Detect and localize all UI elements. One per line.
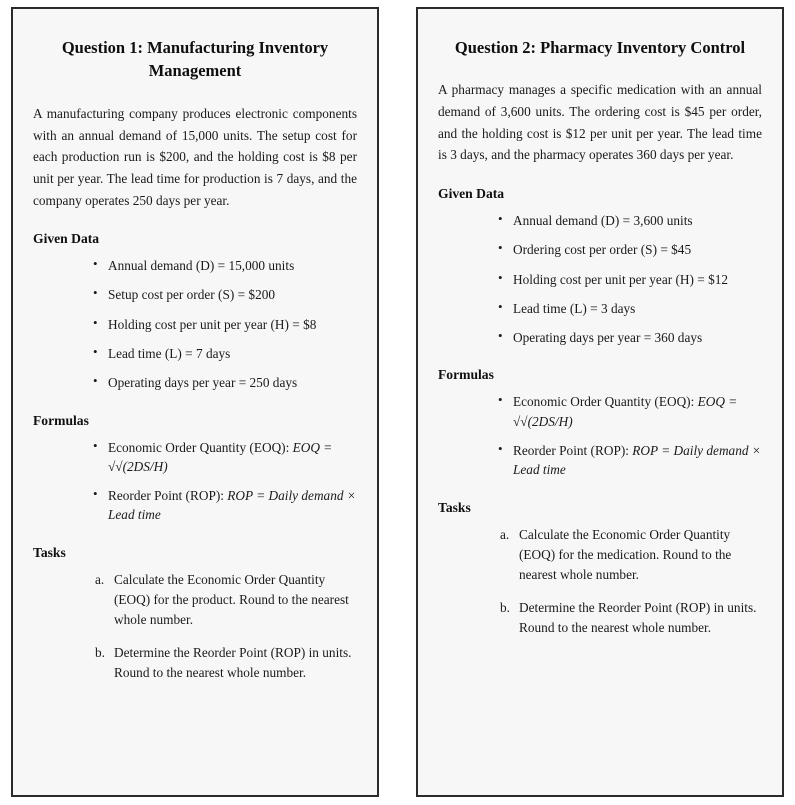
list-item: • Ordering cost per order (S) = $45 xyxy=(498,240,762,259)
tasks-list xyxy=(33,570,357,684)
question-intro-paragraph: A manufacturing company produces electronic components with an annual demand of 15,000 units. The setup cost for each production run is $200, and the holding cost is $8 per unit per year. The lead time for production is 7 days, and the company operates 250 days per year. xyxy=(33,105,357,208)
formula-expression: ROP = Daily demand × Lead time xyxy=(513,442,761,478)
list-item xyxy=(498,441,762,480)
list-item: Calculate the Economic Order Quantity (EOQ) for the product. Round to the nearest whole number. xyxy=(114,571,349,627)
question-title: Question 2: Pharmacy Inventory Control xyxy=(454,38,746,57)
question-intro-paragraph: A pharmacy manages a specific medication with an annual demand of 3,600 units. The ordering cost is $45 per order, and the holding cost is $12 per unit per year. The lead time is 3 days, and the pharmacy operates 360 days per year. xyxy=(438,82,762,163)
question-panel-2 xyxy=(416,7,784,797)
given-data-heading: Given Data xyxy=(438,186,505,202)
formula-label: Economic Order Quantity (EOQ): xyxy=(108,439,293,455)
formula-label: Reorder Point (ROP): xyxy=(108,488,228,504)
list-item xyxy=(93,486,357,525)
list-item: Determine the Reorder Point (ROP) in units. Round to the nearest whole number. xyxy=(519,600,757,636)
list-item xyxy=(93,438,357,477)
list-item: • Annual demand (D) = 15,000 units xyxy=(93,256,357,275)
list-item: • Setup cost per order (S) = $200 xyxy=(93,285,357,304)
formulas-list xyxy=(438,392,762,479)
list-item: • Operating days per year = 250 days xyxy=(93,373,357,392)
formulas-list xyxy=(33,438,357,525)
list-item: • Holding cost per unit per year (H) = $8 xyxy=(93,315,357,334)
question-title: Question 1: Manufacturing Inventory Management xyxy=(61,38,329,81)
list-item: • Operating days per year = 360 days xyxy=(498,328,762,347)
question-panel-1 xyxy=(11,7,379,797)
list-item: • Lead time (L) = 3 days xyxy=(498,299,762,318)
formula-expression: EOQ = √√(2DS/H) xyxy=(513,394,738,429)
list-item: Calculate the Economic Order Quantity (EOQ) for the medication. Round to the nearest whole number. xyxy=(519,526,732,582)
list-item: • Lead time (L) = 7 days xyxy=(93,344,357,363)
tasks-heading: Tasks xyxy=(33,544,66,560)
list-item: Determine the Reorder Point (ROP) in units. Round to the nearest whole number. xyxy=(114,645,352,681)
tasks-heading: Tasks xyxy=(438,499,471,515)
given-data-list xyxy=(33,256,357,392)
formula-expression: EOQ = √√(2DS/H) xyxy=(108,439,333,474)
list-item: • Annual demand (D) = 3,600 units xyxy=(498,211,762,230)
formula-label: Reorder Point (ROP): xyxy=(513,442,633,458)
tasks-list xyxy=(438,525,762,639)
formulas-heading: Formulas xyxy=(33,412,89,428)
formulas-heading: Formulas xyxy=(438,367,494,383)
list-item: • Holding cost per unit per year (H) = $12 xyxy=(498,270,762,289)
list-item xyxy=(498,392,762,431)
formula-expression: ROP = Daily demand × Lead time xyxy=(108,488,356,523)
given-data-heading: Given Data xyxy=(33,231,100,247)
formula-label: Economic Order Quantity (EOQ): xyxy=(513,394,698,410)
given-data-list xyxy=(438,211,762,347)
